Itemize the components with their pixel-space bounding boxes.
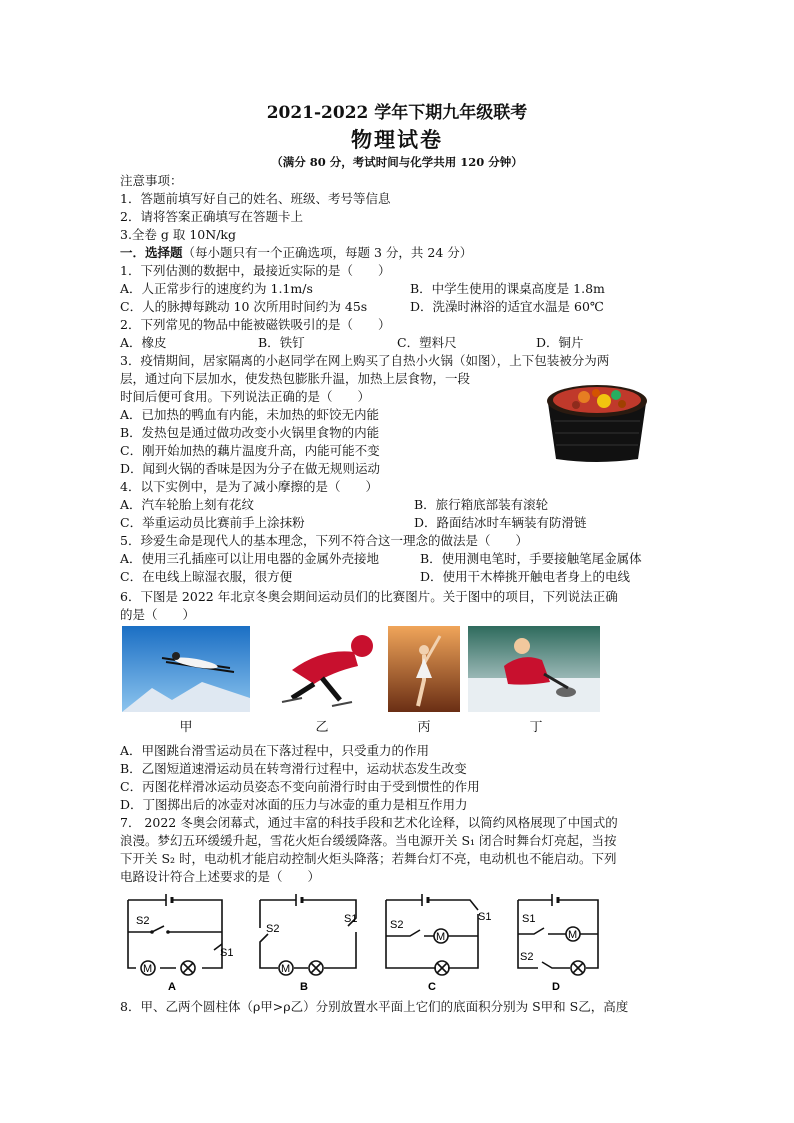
q2-option-c: C．塑料尺 [397, 335, 457, 350]
s1-label-d: S1 [522, 913, 536, 925]
exam-subject: 物理试卷 [351, 127, 443, 152]
q6-stem-1: 6．下图是 2022 年北京冬奥会期间运动员们的比赛图片。关于图中的项目，下列说法正确 [120, 589, 618, 604]
exam-subtitle: （满分 80 分，考试时间与化学共用 120 分钟） [271, 155, 523, 169]
ski-jump-photo [122, 626, 250, 712]
figure-skating-photo [388, 626, 460, 712]
q6-option-a: A．甲图跳台滑雪运动员在下落过程中，只受重力的作用 [120, 743, 430, 758]
q6-option-d: D．丁图掷出后的冰壶对冰面的压力与冰壶的重力是相互作用力 [120, 797, 468, 812]
q2-stem: 2．下列常见的物品中能被磁铁吸引的是（ ） [120, 317, 391, 332]
q6-stem-2: 的是（ ） [120, 607, 196, 622]
q7-stem-4: 电路设计符合上述要求的是（ ） [120, 869, 321, 884]
section-1-desc: （每小题只有一个正确选项，每题 3 分，共 24 分） [182, 245, 473, 260]
motor-label-a: M [143, 963, 153, 975]
circuit-label-d: D [552, 981, 560, 993]
circuit-label-b: B [300, 981, 308, 993]
q1-option-d: D．洗澡时淋浴的适宜水温是 60℃ [410, 299, 604, 314]
speed-skating-photo [262, 626, 379, 712]
hotpot-image [538, 381, 656, 465]
q6-option-c: C．丙图花样滑冰运动员姿态不变向前滑行时由于受到惯性的作用 [120, 779, 480, 794]
section-1-heading: 一．选择题 [120, 245, 183, 260]
q1-option-b: B．中学生使用的课桌高度是 1.8m [410, 281, 605, 296]
q3-option-a: A．已加热的鸭血有内能，未加热的虾饺无内能 [120, 407, 380, 422]
q4-option-d: D．路面结冰时车辆装有防滑链 [414, 515, 587, 530]
q3-stem-3: 时间后便可食用。下列说法正确的是（ ） [120, 389, 371, 404]
caption-ding: 丁 [529, 720, 543, 735]
circuit-label-a: A [168, 981, 176, 993]
q1-stem: 1．下列估测的数据中，最接近实际的是（ ） [120, 263, 391, 278]
section-1 [120, 244, 472, 262]
note-2: 2．请将答案正确填写在答题卡上 [120, 209, 303, 224]
q5-option-b: B．使用测电笔时，手要接触笔尾金属体 [420, 551, 642, 566]
q2-option-d: D．铜片 [536, 335, 584, 350]
s1-label-b: S1 [344, 913, 358, 925]
q2-option-a: A．橡皮 [120, 335, 167, 350]
s1-label-a: S1 [220, 947, 234, 959]
s2-label-c: S2 [390, 919, 404, 931]
curling-photo [468, 626, 600, 712]
caption-yi: 乙 [315, 720, 329, 735]
s2-label-b: S2 [266, 923, 280, 935]
q8-stem: 8．甲、乙两个圆柱体（ρ甲>ρ乙）分别放置水平面上它们的底面积分别为 S甲和 S乙，高度 [120, 999, 629, 1014]
q7-stem-3: 下开关 S₂ 时，电动机才能启动控制火炬头降落；若舞台灯不亮，电动机也不能启动。下列 [120, 851, 617, 866]
circuit-b [256, 892, 366, 992]
q4-stem: 4．以下实例中，是为了减小摩擦的是（ ） [120, 479, 378, 494]
caption-jia: 甲 [179, 720, 193, 735]
q4-option-a: A．汽车轮胎上刻有花纹 [120, 497, 255, 512]
note-3: 3.全卷 g 取 10N/kg [120, 227, 236, 242]
circuit-a [122, 892, 232, 992]
caption-bing: 丙 [417, 720, 431, 735]
q3-option-d: D．闻到火锅的香味是因为分子在做无规则运动 [120, 461, 381, 476]
q1-option-a: A．人正常步行的速度约为 1.1m/s [120, 281, 313, 296]
q3-stem-2: 层，通过向下层加水，使发热包膨胀升温，加热上层食物，一段 [120, 371, 471, 386]
q1-option-c: C．人的脉搏每跳动 10 次所用时间约为 45s [120, 299, 368, 314]
s1-label-c: S1 [478, 911, 492, 923]
q3-stem-1: 3．疫情期间，居家隔离的小赵同学在网上购买了自热小火锅（如图），上下包装被分为两 [120, 353, 610, 368]
q3-option-b: B．发热包是通过做功改变小火锅里食物的内能 [120, 425, 380, 440]
q5-option-a: A．使用三孔插座可以让用电器的金属外壳接地 [120, 551, 380, 566]
motor-label-d: M [568, 929, 578, 941]
s2-label-d: S2 [520, 951, 534, 963]
motor-label-c: M [436, 931, 446, 943]
circuit-label-c: C [428, 981, 436, 993]
notes-heading: 注意事项： [120, 173, 183, 188]
q5-option-d: D．使用干木棒挑开触电者身上的电线 [420, 569, 631, 584]
q6-option-b: B．乙图短道速滑运动员在转弯滑行过程中，运动状态发生改变 [120, 761, 467, 776]
q7-stem-1: 7． 2022 冬奥会闭幕式，通过丰富的科技手段和艺术化诠释，以简约风格展现了中国式的 [120, 815, 618, 830]
q3-option-c: C．刚开始加热的藕片温度升高，内能可能不变 [120, 443, 380, 458]
note-1: 1．答题前填写好自己的姓名、班级、考号等信息 [120, 191, 391, 206]
motor-label-b: M [281, 963, 291, 975]
q4-option-b: B．旅行箱底部装有滚轮 [414, 497, 549, 512]
circuit-c [382, 892, 498, 992]
q5-option-c: C．在电线上晾湿衣服，很方便 [120, 569, 293, 584]
q4-option-c: C．举重运动员比赛前手上涂抹粉 [120, 515, 305, 530]
q2-option-b: B．铁钉 [258, 335, 305, 350]
q5-stem: 5．珍爱生命是现代人的基本理念，下列不符合这一理念的做法是（ ） [120, 533, 528, 548]
s2-label-a: S2 [136, 915, 150, 927]
exam-title: 2021-2022 学年下期九年级联考 [266, 103, 528, 123]
q7-stem-2: 浪漫。梦幻五环缓缓升起，雪花火炬台缓缓降落。当电源开关 S₁ 闭合时舞台灯亮起，当按 [120, 833, 617, 848]
circuit-d [512, 892, 622, 992]
